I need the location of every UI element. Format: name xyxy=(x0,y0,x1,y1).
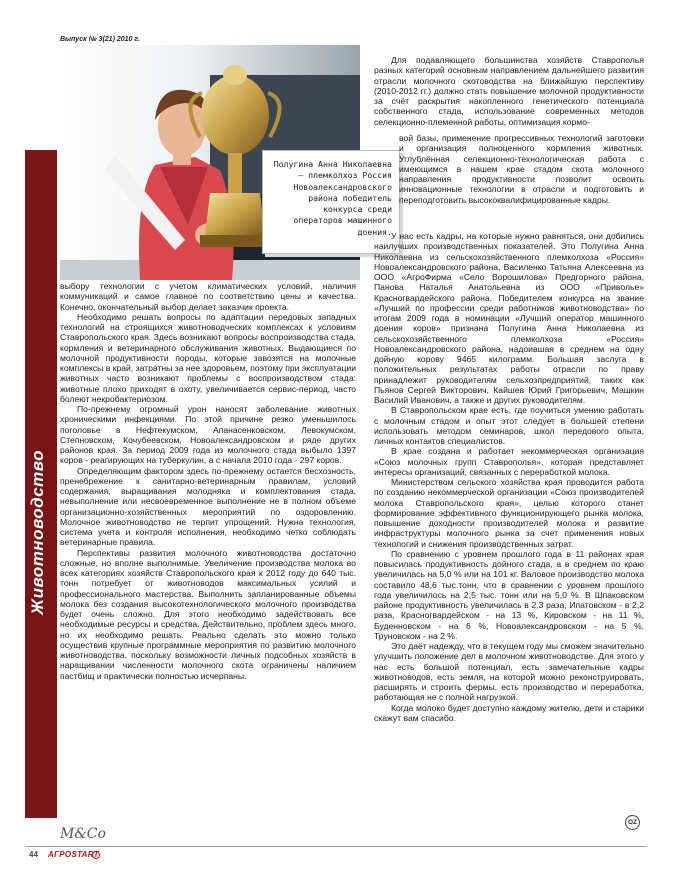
publisher-logo: M&Co xyxy=(60,826,106,842)
section-label: Животноводство xyxy=(28,450,47,615)
footer-divider xyxy=(25,846,647,847)
magazine-brand: АГРОSTART xyxy=(48,850,99,859)
paragraph: Перспективы развития молочного животноводства достаточно сложные, но вполне выполнимые. Увеличение производства молока во всех категориях хозяйств Ставропольского края к 2012 году до 640 тыс. тонн потребует от животноводов максимальных усилий и профессионального мастерства. Выполнить запланированные объемы молока без создания высокотехнологического молочного производства будет очень сложно. Для этого необходимо задействовать все необходимые ресурсы и средства. Действительно, проблем здесь много, но их необходимо решать. Реально сделать это можно только осуществив крупные программные мероприятия по развитию молочного животноводства, поскольку возможности личных подсобных хозяйств в наращивании численности молочного скота ограничены наличием пастбищ и практически полностью исчерпаны. xyxy=(60,547,356,681)
article-column-right-mid xyxy=(399,133,644,205)
paragraph: Для подавляющего большинства хозяйств Ставрополья разных категорий основным направлением дальнейшего развития отрасли молочного скотоводства на ближайшую перспективу (2010-2012 гг.) должно стать повышение молочной продуктивности за счёт раскрытия накопленного генетического потенциала собственного стада, использование современных методов селекционно-племенной работы, оптимизация кормо- xyxy=(374,55,644,127)
paragraph: По-прежнему огромный урон наносят заболевание животных хроническими инфекциями. По этой причине резко уменьшилось поголовье в Нефтекумском, Апанасенковском, Левокумском, Степновском, Кочубеевском, Новоалександровском и ряде других районов края. За период 2009 года из молочного стада выбыло 1397 коров - реагирующих на туберкулин, а с начала 2010 года - 297 коров. xyxy=(60,404,356,466)
paragraph: В Ставропольском крае есть, где поучиться умению работать с молочным стадом и опыт этот следует в большей степени использовать методом семинаров, школ передового опыта, личных контактов специалистов. xyxy=(374,405,644,446)
paragraph: выбору технологии с учетом климатических условий, наличия коммуникаций и самое главное по соответствию цены и качества. Конечно, окончательный выбор делает заказчик проекта. xyxy=(60,281,356,312)
brand-circle-icon xyxy=(92,851,100,859)
article-column-right-top xyxy=(374,55,644,127)
article-column-left xyxy=(60,281,356,681)
paragraph: вой базы, применение прогрессивных технологий заготовки и организация полноценного кормления животных. Углублённая селекционно-технологическая работа с имеющимся в нашем крае стадом скота молочного направления продуктивности позволит освоить инновационные технологии в отрасли и подготовить и переподготовить высококвалифицированные кадры. xyxy=(399,133,644,205)
paragraph: У нас есть кадры, на которые нужно равняться, они добились наилучших производственных показателей. Это Полугина Анна Николаевна из сельскохозяйственного племколхоза «Россия» Новоалександровского района, Василенко Татьяна Алексеевна из ООО «АгроФирма «Село Ворошилова» Предгорного района, Панова Наталья Анатольевна из ООО «Приволье» Красногвардейского района. Победителем конкурса на звание «Лучший по профессии среди работников животноводства» по итогам 2009 года в номинации «Лучший оператор машинного доения коров» признана Полугина Анна Николаевна из сельскохозяйственного племколхоза «Россия» Новоалександровского района, надоившая в среднем на одну дойную корову 9465 килограмм. Большая заслуга в положительных результатах работы отрасли по праву принадлежит руководителям сельхозпредприятий, таких как Пьянов Сергей Викторович, Кайшев Юрий Григорьевич, Машкин Василий Иванович, а также и других руководителям. xyxy=(374,231,644,405)
page-number: 44 xyxy=(29,850,38,859)
section-band xyxy=(25,150,57,818)
paragraph: По сравнению с уровнем прошлого года в 11 районах края повысилась продуктивность дойного стада, а в среднем по краю увеличилась на 5,0 % или на 101 кг. Валовое производство молока составило 48,6 тыс.тонн, что в сравнении с уровнем прошлого года увеличилось на 2,5 тыс. тонн или на 5,0 %. В Шпаковском районе продуктивность увеличилась в 2,3 раза, Ипатовском - в 2,2 раза, Красногвардейском - на 13 %, Кировском - на 11 %, Буденновском - на 6 %, Новоалександровском - на 5 %, Труновском - на 2 %. xyxy=(374,548,644,641)
photo-caption: Полугина Анна Николаевна – племколхоз Россия Новоалександровского района победитель конкурса среди операторов машинного доения. xyxy=(262,150,400,254)
article-column-right xyxy=(374,231,644,723)
paragraph: В крае создана и работает некоммерческая организация «Союз молочных групп Ставрополья», которая представляет интересы организаций, связанных с переработкой молока. xyxy=(374,446,644,477)
paragraph: Необходимо решать вопросы по адаптации передовых западных технологий на строящихся животноводческих комплексах к условиям Ставропольского края. Здесь возникают вопросы воспроизводства стада, кормления и ветеринарного обслуживания животных. Выдающиеся по молочной продуктивности породы, которые завозятся на молочные комплексы в край, затратны за нее здоровьем, поэтому при эксплуатации животных часто возникают проблемы с воспроизводством стада: животные плохо приходят в охоту, увеличивается сервис-период, часто болеют некробактериозом. xyxy=(60,311,356,404)
end-mark: OZ xyxy=(625,815,640,830)
paragraph: Определяющим фактором здесь по-прежнему остается бесхозность, пренебрежение к санитарно-ветеринарным правилам, условий содержания, выращивания молодняка и комплектования стада, невыполнение или несвоевременное выполнение не в полном объеме организационно-хозяйственных мероприятий по оздоровлению. Молочное животноводство не терпит упрощений. Нужна технология, система учета и контроля исполнения, необходимо четко соблюдать ветеринарные правила. xyxy=(60,465,356,548)
paragraph: Министерством сельского хозяйства края проводится работа по созданию некоммерческой организации «Союз производителей молока Ставропольского края», целью которого станет формирование эффективного функционирующего рынка молока, повышение доходности производителей молока и развитие инфраструктуры молочного рынка за счет применения новых технологий и снижения производственных затрат. xyxy=(374,477,644,549)
issue-number: Выпуск № 3(21) 2010 г. xyxy=(60,36,140,43)
paragraph: Когда молоко будет доступно каждому жителю, дети и старики скажут вам спасибо. xyxy=(374,702,644,723)
paragraph: Это даёт надежду, что в текущем году мы сможем значительно улучшить положение дел в молочном животноводстве. Для этого у нас есть большой потенциал, есть замечательные кадры животноводов, есть земля, на которой можно реконструировать, расширять и строить фермы, есть производство и переработка, работающая не с полной нагрузкой. xyxy=(374,641,644,703)
